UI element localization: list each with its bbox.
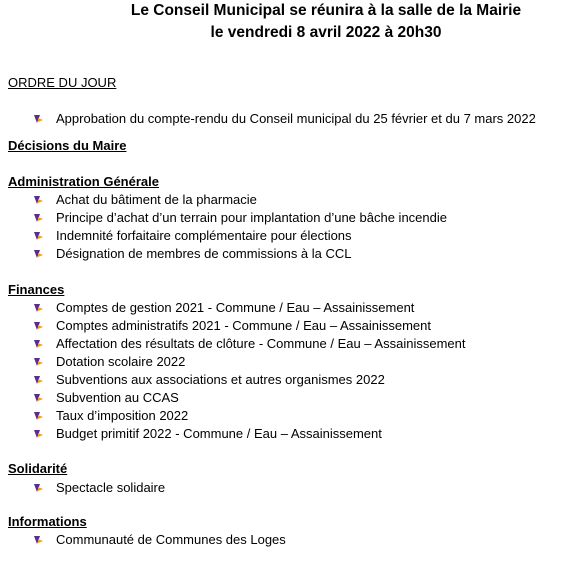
heading-ordre-du-jour: ORDRE DU JOUR [8, 75, 117, 90]
list-item [32, 299, 414, 317]
list-item [32, 245, 352, 263]
list-item-label: Principe d’achat d’un terrain pour implantation d’une bâche incendie [56, 210, 447, 225]
list-item [32, 353, 185, 371]
list-item-label: Spectacle solidaire [56, 480, 166, 495]
list-item-label: Comptes administratifs 2021 - Commune / Eau – Assainissement [56, 318, 432, 333]
list-item-label: Affectation des résultats de clôture - Commune / Eau – Assainissement [56, 336, 466, 351]
list-item-label: Indemnité forfaitaire complémentaire pour élections [56, 228, 352, 243]
heading-informations: Informations [8, 514, 87, 529]
title-line-2: le vendredi 8 avril 2022 à 20h30 [210, 24, 442, 41]
diamond-bullet-icon [32, 194, 44, 206]
title-line-1: Le Conseil Municipal se réunira à la salle de la Mairie [130, 2, 522, 19]
heading-finances: Finances [8, 282, 65, 297]
list-item-label: Dotation scolaire 2022 [56, 354, 186, 369]
diamond-bullet-icon [32, 338, 44, 350]
list-item [32, 335, 465, 353]
diamond-bullet-icon [32, 113, 44, 125]
diamond-bullet-icon [32, 534, 44, 546]
list-item-label: Subventions aux associations et autres organismes 2022 [56, 372, 385, 387]
list-item [32, 191, 257, 209]
list-item-label: Achat du bâtiment de la pharmacie [56, 192, 257, 207]
list-item-label: Budget primitif 2022 - Commune / Eau – Assainissement [56, 426, 382, 441]
diamond-bullet-icon [32, 428, 44, 440]
list-item-label: Comptes de gestion 2021 - Commune / Eau – Assainissement [56, 300, 415, 315]
list-item-label: Désignation de membres de commissions à la CCL [56, 246, 352, 261]
heading-solidarite: Solidarité [8, 461, 68, 476]
list-item [32, 110, 536, 128]
diamond-bullet-icon [32, 230, 44, 242]
list-item [32, 425, 382, 443]
diamond-bullet-icon [32, 410, 44, 422]
heading-decisions-du-maire: Décisions du Maire [8, 138, 127, 153]
list-item [32, 389, 179, 407]
list-item [32, 479, 165, 497]
list-item-label: Taux d’imposition 2022 [56, 408, 189, 423]
diamond-bullet-icon [32, 392, 44, 404]
heading-administration-generale: Administration Générale [8, 174, 159, 189]
list-item-label: Communauté de Communes des Loges [56, 532, 286, 547]
diamond-bullet-icon [32, 302, 44, 314]
list-item [32, 227, 352, 245]
list-item [32, 371, 385, 389]
diamond-bullet-icon [32, 212, 44, 224]
diamond-bullet-icon [32, 356, 44, 368]
list-item-label: Subvention au CCAS [56, 390, 179, 405]
diamond-bullet-icon [32, 320, 44, 332]
list-item [32, 317, 431, 335]
list-item [32, 407, 188, 425]
list-item [32, 531, 286, 549]
diamond-bullet-icon [32, 482, 44, 494]
list-item [32, 209, 447, 227]
diamond-bullet-icon [32, 248, 44, 260]
list-item-label: Approbation du compte-rendu du Conseil municipal du 25 février et du 7 mars 2022 [56, 111, 536, 126]
diamond-bullet-icon [32, 374, 44, 386]
